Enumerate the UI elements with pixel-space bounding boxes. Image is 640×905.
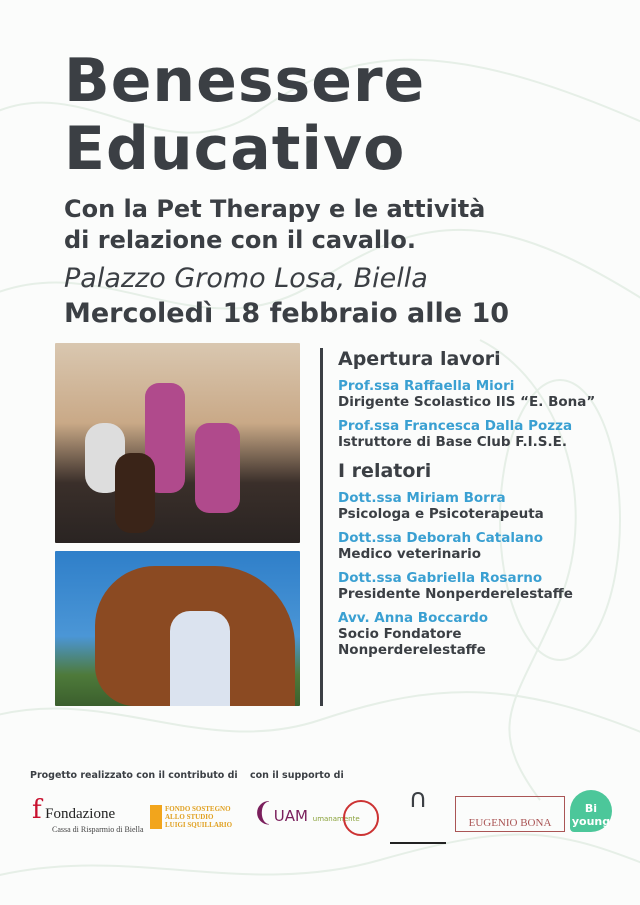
speaker-name: Prof.ssa Raffaella Miori: [338, 378, 515, 394]
speaker-name: Dott.ssa Gabriella Rosarno: [338, 570, 543, 586]
title-line-2: Educativo: [64, 114, 406, 184]
program-column: [338, 346, 628, 666]
speaker-name: Prof.ssa Francesca Dalla Pozza: [338, 418, 573, 434]
san-giorgio-logo: [343, 800, 379, 836]
support-label: con il supporto di: [250, 770, 344, 781]
speaker-name: Dott.ssa Miriam Borra: [338, 490, 506, 506]
subtitle-line-1: Con la Pet Therapy e le attività: [64, 195, 486, 223]
contribution-label: Progetto realizzato con il contributo di: [30, 770, 238, 781]
bi-young-logo: Bi young: [570, 790, 612, 832]
location: Palazzo Gromo Losa, Biella: [64, 263, 428, 294]
title-line-1: Benessere: [64, 46, 426, 116]
eugenio-bona-logo: EUGENIO BONA: [455, 796, 565, 832]
subtitle-line-2: di relazione con il cavallo.: [64, 226, 416, 254]
column-divider: [320, 348, 323, 706]
fondazione-logo: f Fondazione Cassa di Risparmio di Biella: [32, 795, 144, 834]
speaker-role: Istruttore di Base Club F.I.S.E.: [338, 434, 567, 450]
pet-therapy-photo: [55, 343, 300, 543]
nonperderelestaffe-logo: ∩: [390, 784, 446, 844]
event-date: Mercoledì 18 febbraio alle 10: [64, 298, 510, 329]
horse-photo: [55, 551, 300, 706]
speaker-role: Presidente Nonperderelestaffe: [338, 586, 573, 602]
speaker-role: Medico veterinario: [338, 546, 481, 562]
speaker-name: Dott.ssa Deborah Catalano: [338, 530, 543, 546]
speakers-heading: I relatori: [338, 460, 432, 482]
speaker-role: Socio Fondatore Nonperderelestaffe: [338, 626, 486, 658]
uam-logo: ❨UAM umanamente: [252, 798, 360, 828]
opening-heading: Apertura lavori: [338, 348, 501, 370]
speaker-name: Avv. Anna Boccardo: [338, 610, 489, 626]
speaker-role: Dirigente Scolastico IIS “E. Bona”: [338, 394, 596, 410]
fondo-squillario-logo: FONDO SOSTEGNO ALLO STUDIO LUIGI SQUILLARIO: [150, 805, 235, 829]
speaker-role: Psicologa e Psicoterapeuta: [338, 506, 544, 522]
